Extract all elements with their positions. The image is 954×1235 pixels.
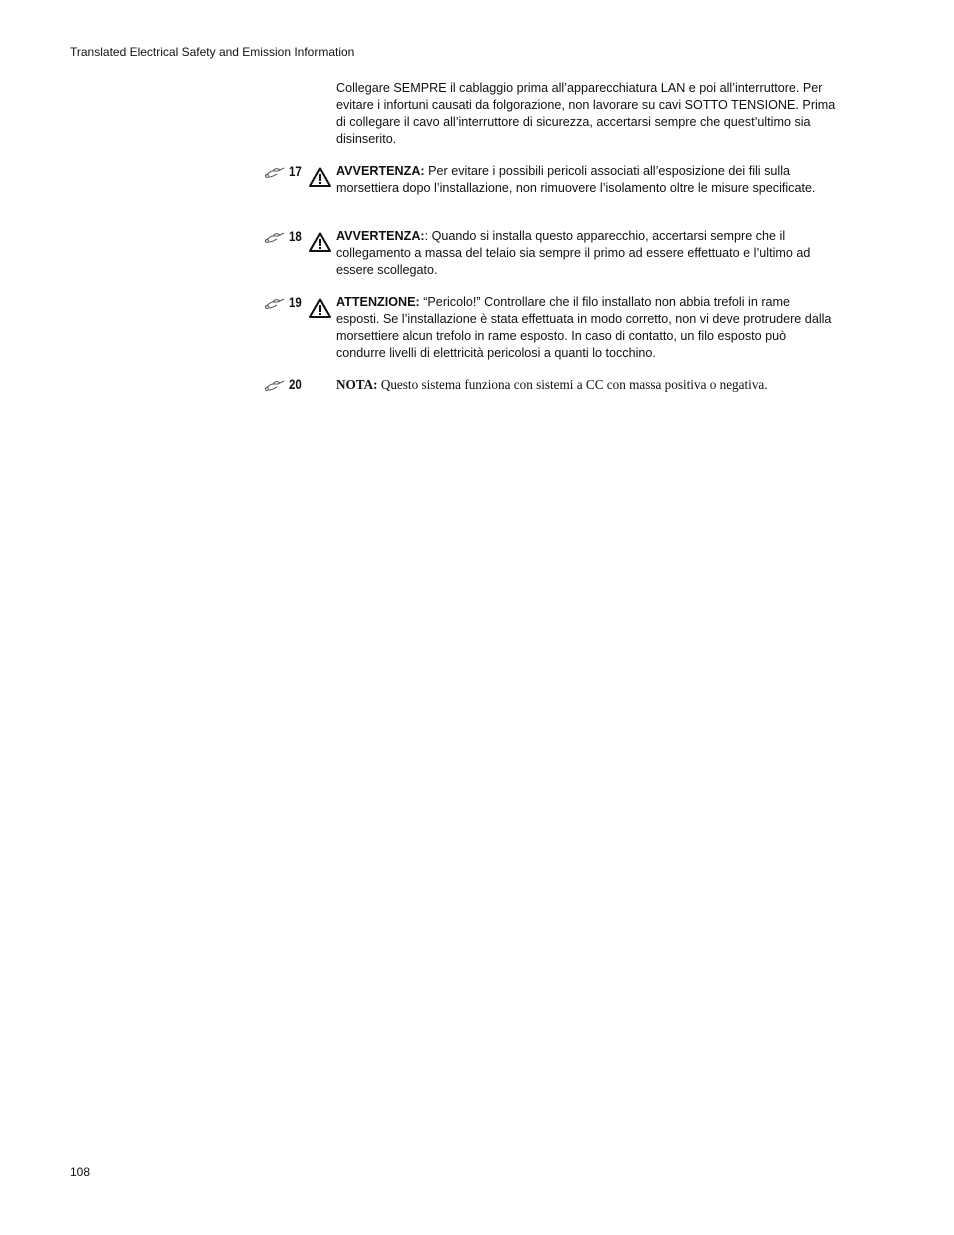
item-number: 19 <box>289 295 302 310</box>
pen-hand-icon <box>264 230 286 244</box>
intro-paragraph <box>336 80 836 148</box>
item-body <box>336 376 836 393</box>
safety-item-20 <box>264 376 844 396</box>
warning-triangle-icon <box>309 298 331 318</box>
item-label: AVVERTENZA: <box>336 164 425 178</box>
item-number: 17 <box>289 164 302 179</box>
item-text: Questo sistema funziona con sistemi a CC con massa positiva o negativa. <box>377 377 768 392</box>
item-text: “Pericolo!” Controllare che il filo installato non abbia trefoli in rame esposti. Se l’installazione è stata effettuata in modo corretto, non vi deve protrudere dalla morsettiere alcun trefolo in rame esposto. In caso di contatto, un filo esposto può condurre livelli di elettricità pericolosi a quanti lo tocchino. <box>336 295 832 360</box>
pen-hand-icon <box>264 378 286 392</box>
intro-text: Collegare SEMPRE il cablaggio prima all’apparecchiatura LAN e poi all’interruttore. Per evitare i infortuni causati da folgorazione, non lavorare su cavi SOTTO TENSIONE. Prima di collegare il cavo all’interruttore di sicurezza, accertarsi sempre che quest’ultimo sia disinserito. <box>336 81 836 146</box>
item-body <box>336 228 836 279</box>
item-body <box>336 163 836 197</box>
warning-triangle-icon <box>309 232 331 252</box>
safety-item-18 <box>264 228 844 277</box>
pen-hand-icon <box>264 165 286 179</box>
item-text: : Quando si installa questo apparecchio, accertarsi sempre che il collegamento a massa del telaio sia sempre il primo ad essere effettuato e l’ultimo ad essere scollegato. <box>336 229 811 277</box>
warning-triangle-icon <box>309 167 331 187</box>
safety-item-19 <box>264 294 844 360</box>
item-body <box>336 294 836 362</box>
safety-item-17 <box>264 163 844 195</box>
item-number: 18 <box>289 229 302 244</box>
running-header: Translated Electrical Safety and Emission Information <box>70 45 355 59</box>
page-number: 108 <box>70 1165 91 1179</box>
item-text: Per evitare i possibili pericoli associati all’esposizione dei fili sulla morsettiera dopo l’installazione, non rimuovere l’isolamento oltre le misure specificate. <box>336 164 816 195</box>
pen-hand-icon <box>264 296 286 310</box>
item-label: NOTA: <box>336 377 378 392</box>
item-number: 20 <box>289 377 302 392</box>
item-label: ATTENZIONE: <box>336 295 420 309</box>
item-label: AVVERTENZA: <box>336 229 425 243</box>
